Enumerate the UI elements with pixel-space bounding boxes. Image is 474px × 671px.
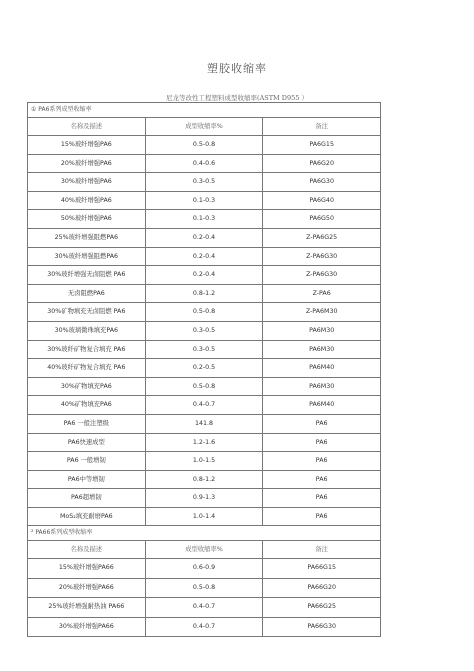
product-name-cell: 30%玻璃微珠填充PA6 (28, 321, 146, 340)
shrinkage-table (27, 102, 381, 637)
product-name-cell: PA6 一般注塑级 (28, 414, 146, 433)
grade-code-cell: PA66G25 (263, 598, 381, 618)
product-name-cell: PA6快速成型 (28, 433, 146, 452)
table-row (28, 414, 381, 433)
table-row (28, 359, 381, 378)
grade-code-cell: Z-PA6G30 (263, 266, 381, 285)
product-name-cell: 15%玻纤增强PA66 (28, 559, 146, 579)
product-name-cell: 15%玻纤增强PA6 (28, 136, 146, 155)
table-row (28, 228, 381, 247)
shrinkage-rate-cell: 0.4-0.7 (145, 396, 263, 415)
grade-code-cell: PA6G50 (263, 210, 381, 229)
product-name-cell: 30%玻纤增强PA6 (28, 173, 146, 192)
shrinkage-rate-cell: 0.8-1.2 (145, 284, 263, 303)
column-header: 备注 (263, 118, 381, 136)
product-name-cell: 30%矿物填充PA6 (28, 377, 146, 396)
table-row (28, 470, 381, 489)
product-name-cell: 无卤阻燃PA6 (28, 284, 146, 303)
shrinkage-rate-cell: 1.0-1.4 (145, 507, 263, 526)
shrinkage-rate-cell: 0.8-1.2 (145, 470, 263, 489)
shrinkage-rate-cell: 0.2-0.4 (145, 247, 263, 266)
section-heading: ① PA6系列成型收缩率 (28, 103, 381, 118)
column-header: 成型收缩率% (145, 118, 263, 136)
table-row (28, 598, 381, 618)
column-header-row (28, 118, 381, 136)
product-name-cell: 30%玻纤增强无卤阻燃 PA6 (28, 266, 146, 285)
shrinkage-rate-cell: 0.4-0.7 (145, 617, 263, 637)
shrinkage-rate-cell: 1.0-1.5 (145, 452, 263, 471)
column-header: 成型收缩率% (145, 541, 263, 559)
table-row (28, 136, 381, 155)
product-name-cell: PA6超增韧 (28, 489, 146, 508)
grade-code-cell: PA6M30 (263, 321, 381, 340)
table-row (28, 340, 381, 359)
column-header: 名称及描述 (28, 118, 146, 136)
table-row (28, 191, 381, 210)
table-row (28, 154, 381, 173)
product-name-cell: MoS₂填充耐磨PA6 (28, 507, 146, 526)
product-name-cell: PA6 一般增韧 (28, 452, 146, 471)
grade-code-cell: PA6G40 (263, 191, 381, 210)
table-row (28, 303, 381, 322)
shrinkage-rate-cell: 0.1-0.3 (145, 210, 263, 229)
shrinkage-rate-cell: 141.8 (145, 414, 263, 433)
grade-code-cell: PA6 (263, 433, 381, 452)
product-name-cell: 50%玻纤增强PA6 (28, 210, 146, 229)
grade-code-cell: PA6 (263, 452, 381, 471)
grade-code-cell: Z-PA6 (263, 284, 381, 303)
product-name-cell: 40%矿物填充PA6 (28, 396, 146, 415)
product-name-cell: 30%矿物填充无卤阻燃 PA6 (28, 303, 146, 322)
table-row (28, 173, 381, 192)
shrinkage-rate-cell: 0.4-0.7 (145, 598, 263, 618)
shrinkage-rate-cell: 0.2-0.4 (145, 266, 263, 285)
grade-code-cell: PA6M40 (263, 359, 381, 378)
table-row (28, 396, 381, 415)
product-name-cell: 30%玻纤矿物复合填充 PA6 (28, 340, 146, 359)
section-heading-row (28, 103, 381, 118)
grade-code-cell: Z-PA6G30 (263, 247, 381, 266)
grade-code-cell: Z-PA6G25 (263, 228, 381, 247)
table-row (28, 452, 381, 471)
shrinkage-rate-cell: 0.9-1.3 (145, 489, 263, 508)
table-row (28, 321, 381, 340)
grade-code-cell: PA6 (263, 414, 381, 433)
shrinkage-rate-cell: 0.5-0.8 (145, 303, 263, 322)
product-name-cell: 25%玻纤增强耐热油 PA66 (28, 598, 146, 618)
grade-code-cell: PA6M40 (263, 396, 381, 415)
shrinkage-rate-cell: 0.3-0.5 (145, 340, 263, 359)
table-row (28, 210, 381, 229)
grade-code-cell: PA6M30 (263, 377, 381, 396)
section-heading: ² PA66系列成型收缩率 (28, 526, 381, 541)
table-row (28, 377, 381, 396)
grade-code-cell: PA6 (263, 470, 381, 489)
shrinkage-sheet (27, 102, 381, 637)
grade-code-cell: PA6 (263, 507, 381, 526)
section-heading-row (28, 526, 381, 541)
shrinkage-rate-cell: 0.5-0.8 (145, 578, 263, 598)
shrinkage-rate-cell: 0.3-0.5 (145, 321, 263, 340)
grade-code-cell: PA6G20 (263, 154, 381, 173)
grade-code-cell: PA6 (263, 489, 381, 508)
grade-code-cell: PA66G15 (263, 559, 381, 579)
shrinkage-rate-cell: 0.2-0.4 (145, 228, 263, 247)
product-name-cell: 30%玻纤增强阻燃PA6 (28, 247, 146, 266)
grade-code-cell: PA6M30 (263, 340, 381, 359)
shrinkage-rate-cell: 0.3-0.5 (145, 173, 263, 192)
table-row (28, 507, 381, 526)
product-name-cell: PA6中等增韧 (28, 470, 146, 489)
grade-code-cell: PA66G30 (263, 617, 381, 637)
page-subtitle: 尼龙等改性工程塑料成型收缩率(ASTM D955 ） (166, 94, 308, 102)
shrinkage-rate-cell: 1.2-1.6 (145, 433, 263, 452)
table-row (28, 617, 381, 637)
shrinkage-rate-cell: 0.1-0.3 (145, 191, 263, 210)
shrinkage-rate-cell: 0.5-0.8 (145, 136, 263, 155)
shrinkage-rate-cell: 0.6-0.9 (145, 559, 263, 579)
table-row (28, 284, 381, 303)
product-name-cell: 20%玻纤增强PA66 (28, 578, 146, 598)
table-row (28, 489, 381, 508)
grade-code-cell: PA6G15 (263, 136, 381, 155)
column-header: 备注 (263, 541, 381, 559)
shrinkage-rate-cell: 0.4-0.6 (145, 154, 263, 173)
table-row (28, 266, 381, 285)
table-row (28, 578, 381, 598)
product-name-cell: 20%玻纤增强PA6 (28, 154, 146, 173)
product-name-cell: 40%玻纤增强PA6 (28, 191, 146, 210)
grade-code-cell: PA6G30 (263, 173, 381, 192)
shrinkage-rate-cell: 0.2-0.5 (145, 359, 263, 378)
grade-code-cell: Z-PA6M30 (263, 303, 381, 322)
product-name-cell: 25%玻纤增强阻燃PA6 (28, 228, 146, 247)
grade-code-cell: PA66G20 (263, 578, 381, 598)
table-row (28, 559, 381, 579)
product-name-cell: 40%玻纤矿物复合填充 PA6 (28, 359, 146, 378)
shrinkage-rate-cell: 0.5-0.8 (145, 377, 263, 396)
column-header-row (28, 541, 381, 559)
table-row (28, 247, 381, 266)
product-name-cell: 30%玻纤增强PA66 (28, 617, 146, 637)
table-row (28, 433, 381, 452)
column-header: 名称及描述 (28, 541, 146, 559)
page-title: 塑胶收缩率 (207, 62, 267, 75)
